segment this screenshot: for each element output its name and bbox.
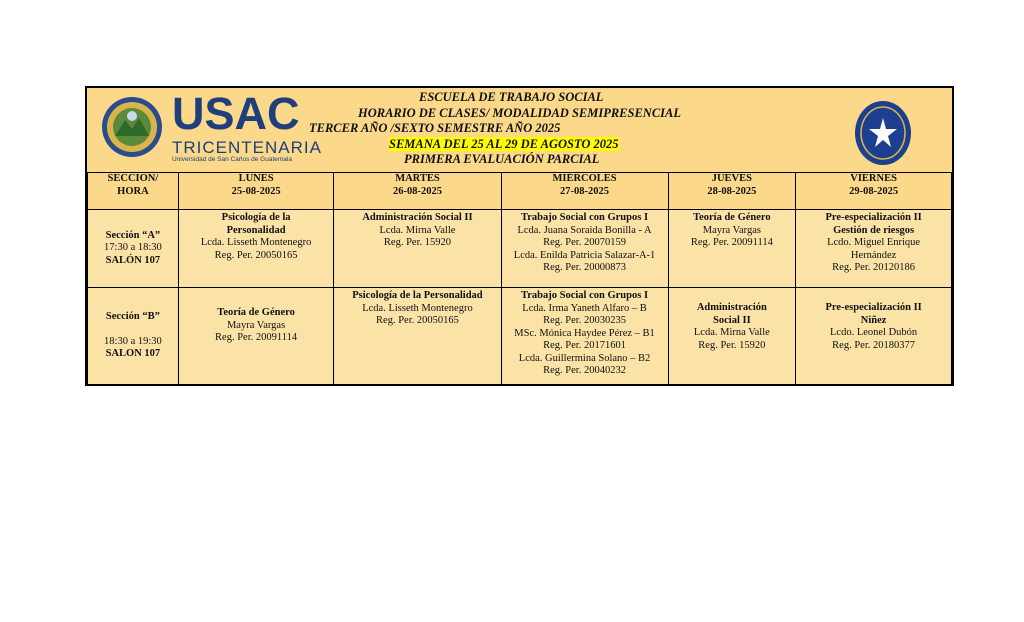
day-header [796,173,952,210]
reg-number: Reg. Per. 20120186 [832,262,916,273]
course-name: Trabajo Social con Grupos I [521,212,649,223]
teacher: Lcda. Lisseth Montenegro [200,237,312,248]
schedule-sheet [85,86,954,386]
teacher: Lcda. Enilda Patricia Salazar-A-1 [513,249,656,261]
course-name: Psicología de la Personalidad [352,290,483,301]
day-date: 29-08-2025 [849,185,899,197]
day-name: JUEVES [711,173,752,184]
course-name: Teoría de Género [693,212,771,223]
reg-number: Reg. Per. 20091114 [690,237,773,248]
evaluation-title: PRIMERA EVALUACIÓN PARCIAL [404,152,600,166]
year-semester: TERCER AÑO /SEXTO SEMESTRE AÑO 2025 [309,121,561,135]
course-name: Pre-especialización II [825,302,922,313]
reg-number: Reg. Per. 20030235 [543,315,626,326]
day-date: 27-08-2025 [560,185,610,197]
trabajo-social-seal-icon [854,100,912,166]
teacher: Mayra Vargas [702,224,761,236]
section-header-line2: HORA [117,185,149,197]
day-date: 28-08-2025 [707,185,757,197]
course-name: Administración Social II [362,212,473,223]
teacher: Lcda. Mirna Valle [379,224,456,236]
week-range: SEMANA DEL 25 AL 29 DE AGOSTO 2025 [389,136,619,151]
class-cell [796,210,952,288]
day-header [334,173,501,210]
course-name: Pre-especialización II [825,212,922,223]
reg-number: Reg. Per. 20000873 [543,262,626,273]
usac-logo [172,88,322,163]
day-name: LUNES [238,173,274,184]
section-time: 18:30 a 19:30 [104,335,162,347]
course-subtitle: Niñez [860,314,887,326]
course-name: Trabajo Social con Grupos I [521,290,649,301]
teacher: Lcda. Irma Yaneth Alfaro – B [522,302,647,314]
reg-number: Reg. Per. 20050165 [214,249,298,261]
teacher: Hernández [850,249,897,261]
day-name: MARTES [395,173,440,184]
logo-subtitle: TRICENTENARIA [172,138,322,157]
reg-number: Reg. Per. 15920 [383,237,452,248]
reg-number: Reg. Per. 15920 [698,339,766,351]
section-cell [88,210,179,288]
course-name: Administración [696,302,767,313]
section-name: Sección “B” [105,311,160,323]
course-subtitle: Social II [713,314,751,326]
teacher: Lcda. Juana Soraida Bonilla - A [517,224,652,236]
section-cell [88,288,179,385]
day-header [501,173,668,210]
day-name: MIÉRCOLES [552,173,617,184]
day-header [178,173,334,210]
teacher: Mayra Vargas [226,319,286,331]
reg-number: Reg. Per. 20040232 [543,365,626,376]
teacher: MSc. Mónica Haydee Pérez – B1 [514,327,655,339]
section-room: SALON 107 [105,348,161,360]
reg-number: Reg. Per. 20180377 [832,339,916,351]
logo-university: Universidad de San Carlos de Guatemala [172,156,292,163]
course-subtitle: Gestión de riesgos [833,224,915,236]
section-name: Sección “A” [105,229,161,241]
section-room: SALÓN 107 [105,254,161,266]
reg-number: Reg. Per. 20050165 [376,315,459,326]
day-header [668,173,796,210]
teacher: Lcda. Lisseth Montenegro [362,302,473,314]
schedule-table [87,172,952,385]
class-cell [501,288,668,385]
table-row [88,288,952,385]
table-header-row [88,173,952,210]
header-titles [309,90,809,168]
teacher: Lcda. Mirna Valle [693,327,770,338]
class-cell [668,210,796,288]
class-cell [178,210,334,288]
reg-number: Reg. Per. 20091114 [215,332,298,344]
course-name: Teoría de Género [217,307,295,319]
section-header-line1: SECCION/ [107,173,159,184]
teacher: Lcdo. Miguel Enrique [827,237,921,248]
teacher: Lcdo. Leonel Dubón [830,327,918,338]
day-date: 26-08-2025 [392,185,442,197]
class-cell [796,288,952,385]
school-title: ESCUELA DE TRABAJO SOCIAL [419,90,604,104]
section-time: 17:30 a 18:30 [104,242,162,254]
day-name: VIERNES [850,173,897,184]
usac-seal-icon [101,96,163,158]
teacher: Lcda. Guillermina Solano – B2 [518,352,651,364]
course-name: Psicología de la Personalidad [221,212,291,236]
class-cell [668,288,796,385]
schedule-title: HORARIO DE CLASES/ MODALIDAD SEMIPRESENCIAL [358,105,682,120]
class-cell [334,288,501,385]
reg-number: Reg. Per. 20070159 [543,237,626,248]
reg-number: Reg. Per. 20171601 [543,340,626,351]
logo-word: USAC [172,88,300,139]
section-header [88,173,179,210]
table-row [88,210,952,288]
class-cell [178,288,334,385]
day-date: 25-08-2025 [231,185,281,197]
class-cell [501,210,668,288]
class-cell [334,210,501,288]
schedule-header [87,88,952,173]
